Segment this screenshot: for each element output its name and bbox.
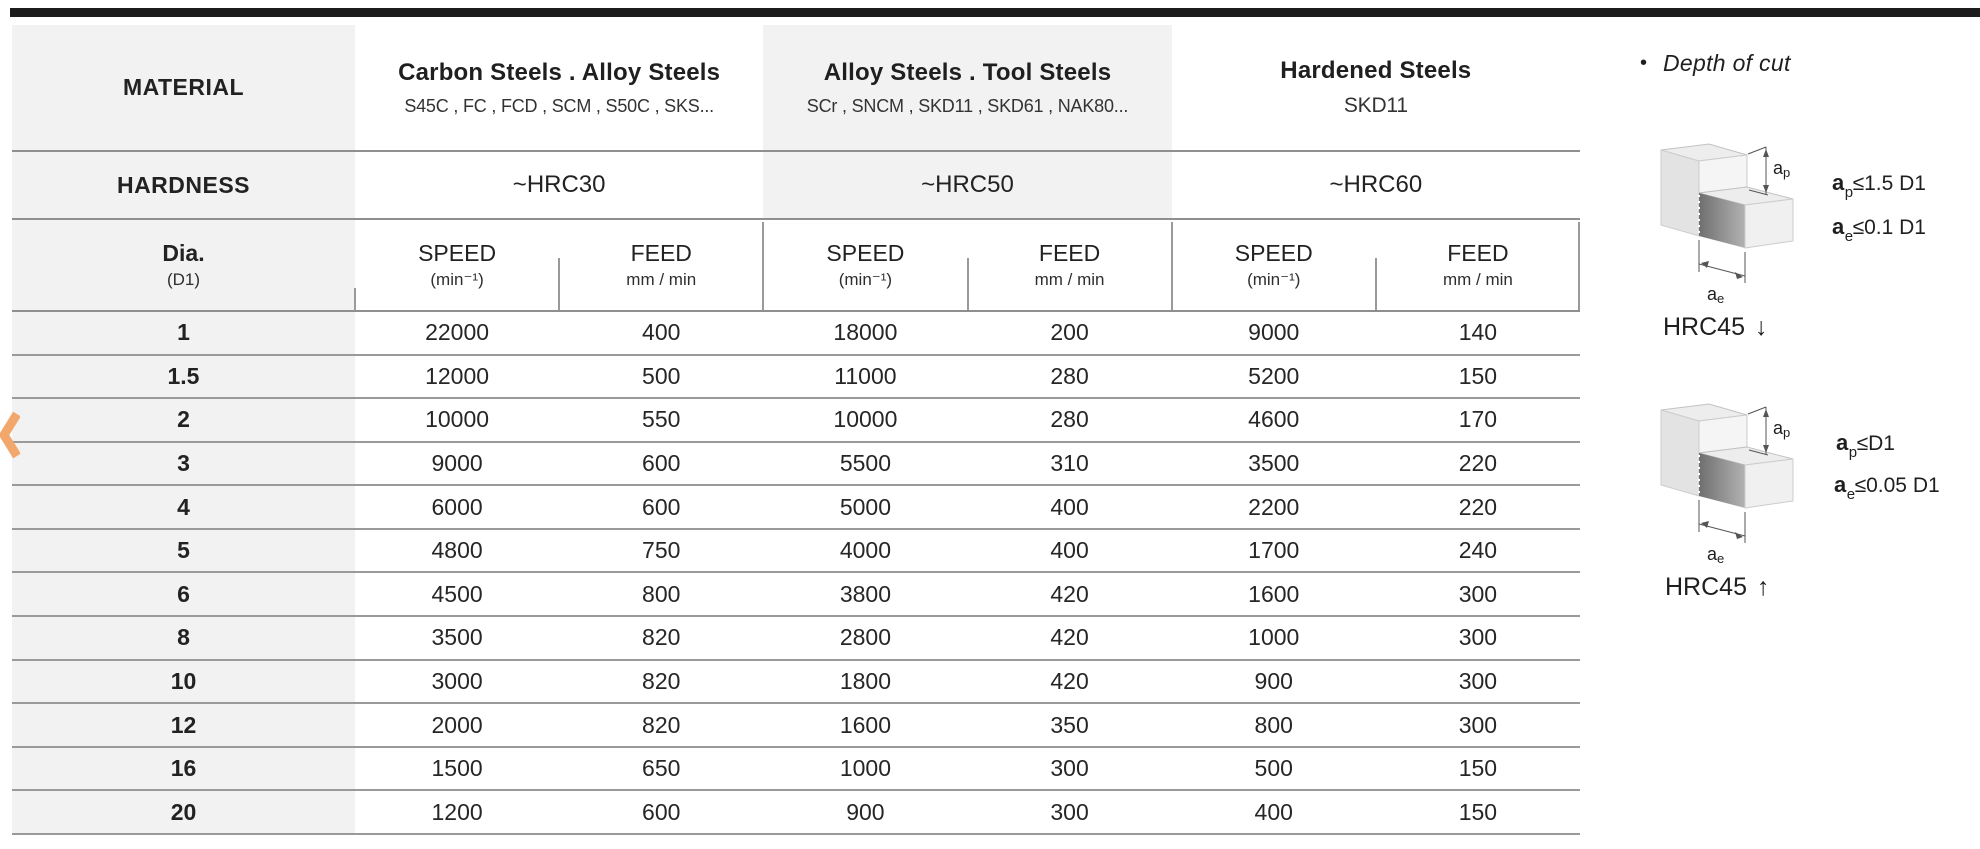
value-cell: 9000	[355, 443, 559, 487]
dia-cell: 3	[12, 443, 355, 487]
value-cell: 300	[1376, 573, 1580, 617]
value-cell: 4800	[355, 530, 559, 574]
feed-header-g1: FEED mm / min	[559, 218, 763, 312]
dia-cell: 16	[12, 748, 355, 792]
value-cell: 5000	[763, 486, 967, 530]
dia-cell: 4	[12, 486, 355, 530]
material-row-label: MATERIAL	[12, 25, 355, 150]
value-cell: 1000	[1172, 617, 1376, 661]
value-cell: 600	[559, 791, 763, 835]
value-cell: 550	[559, 399, 763, 443]
value-cell: 300	[1376, 661, 1580, 705]
value-cell: 4600	[1172, 399, 1376, 443]
value-cell: 1000	[763, 748, 967, 792]
value-cell: 170	[1376, 399, 1580, 443]
value-cell: 11000	[763, 356, 967, 400]
value-cell: 900	[1172, 661, 1376, 705]
up-arrow-icon: ↑	[1756, 573, 1770, 601]
dia-cell: 5	[12, 530, 355, 574]
speed-header-g1: SPEED (min⁻¹)	[355, 218, 559, 312]
dia-cell: 6	[12, 573, 355, 617]
value-cell: 6000	[355, 486, 559, 530]
value-cell: 1200	[355, 791, 559, 835]
value-cell: 500	[1172, 748, 1376, 792]
ae-label: ae	[1707, 284, 1725, 306]
value-cell: 18000	[763, 312, 967, 356]
value-cell: 300	[968, 748, 1172, 792]
value-cell: 400	[1172, 791, 1376, 835]
value-cell: 1800	[763, 661, 967, 705]
prev-chevron-icon[interactable]	[0, 410, 20, 460]
value-cell: 3500	[1172, 443, 1376, 487]
value-cell: 300	[1376, 704, 1580, 748]
value-cell: 220	[1376, 486, 1580, 530]
value-cell: 310	[968, 443, 1172, 487]
value-cell: 600	[559, 486, 763, 530]
feed-header-g2: FEED mm / min	[968, 218, 1172, 312]
value-cell: 280	[968, 356, 1172, 400]
dia-cell: 8	[12, 617, 355, 661]
value-cell: 400	[968, 486, 1172, 530]
ap-rule-deep: $a_p\le D1$	[1836, 430, 1895, 462]
value-cell: 800	[559, 573, 763, 617]
value-cell: 140	[1376, 312, 1580, 356]
feed-header-g3: FEED mm / min	[1376, 218, 1580, 312]
hardness-row-label: HARDNESS	[12, 150, 355, 218]
value-cell: 5500	[763, 443, 967, 487]
value-cell: 400	[559, 312, 763, 356]
dia-cell: 2	[12, 399, 355, 443]
value-cell: 2200	[1172, 486, 1376, 530]
value-cell: 4000	[763, 530, 967, 574]
value-cell: 240	[1376, 530, 1580, 574]
dia-cell: 20	[12, 791, 355, 835]
value-cell: 9000	[1172, 312, 1376, 356]
group-header-alloy-tool-steels: Alloy Steels . Tool Steels SCr , SNCM , SKD11 , SKD61 , NAK80...	[763, 25, 1171, 150]
ae-rule-shallow: $a_e\le 0.1$ D1	[1832, 214, 1926, 246]
depth-of-cut-title: • Depth of cut	[1640, 50, 1791, 76]
value-cell: 2800	[763, 617, 967, 661]
value-cell: 3800	[763, 573, 967, 617]
hardness-hrc50: ~HRC50	[763, 150, 1171, 218]
speed-header-g3: SPEED (min⁻¹)	[1172, 218, 1376, 312]
value-cell: 10000	[355, 399, 559, 443]
value-cell: 800	[1172, 704, 1376, 748]
value-cell: 820	[559, 617, 763, 661]
value-cell: 600	[559, 443, 763, 487]
value-cell: 150	[1376, 791, 1580, 835]
group-header-hardened-steels: Hardened Steels SKD11	[1280, 57, 1472, 117]
top-rule-bar	[10, 8, 1980, 17]
value-cell: 2000	[355, 704, 559, 748]
speed-feed-table	[12, 25, 1580, 835]
bullet-icon: •	[1640, 52, 1648, 74]
value-cell: 3500	[355, 617, 559, 661]
ap-rule-shallow: $a_p\le 1.5$ D1	[1832, 170, 1926, 202]
dia-cell: 1	[12, 312, 355, 356]
dia-cell: 12	[12, 704, 355, 748]
value-cell: 1500	[355, 748, 559, 792]
value-cell: 650	[559, 748, 763, 792]
value-cell: 350	[968, 704, 1172, 748]
value-cell: 10000	[763, 399, 967, 443]
value-cell: 3000	[355, 661, 559, 705]
value-cell: 200	[968, 312, 1172, 356]
value-cell: 280	[968, 399, 1172, 443]
value-cell: 300	[1376, 617, 1580, 661]
value-cell: 5200	[1172, 356, 1376, 400]
ae-rule-deep: $a_e\le 0.05$ D1	[1834, 472, 1940, 504]
group-header-carbon-steels: Carbon Steels . Alloy Steels S45C , FC , FCD , SCM , S50C , SKS...	[398, 58, 721, 116]
hrc45-up-note: HRC45 ↑	[1665, 573, 1770, 601]
value-cell: 220	[1376, 443, 1580, 487]
value-cell: 820	[559, 661, 763, 705]
ap-label: ap	[1773, 158, 1791, 180]
value-cell: 12000	[355, 356, 559, 400]
value-cell: 820	[559, 704, 763, 748]
value-cell: 1700	[1172, 530, 1376, 574]
value-cell: 500	[559, 356, 763, 400]
depth-of-cut-diagram-shallow	[1645, 138, 1820, 308]
value-cell: 22000	[355, 312, 559, 356]
dia-cell: 10	[12, 661, 355, 705]
speed-header-g2: SPEED (min⁻¹)	[763, 218, 967, 312]
hrc45-down-note: HRC45 ↓	[1663, 313, 1768, 341]
ap-label: ap	[1773, 418, 1791, 440]
dia-column-header: Dia. (D1)	[12, 218, 355, 312]
hardness-hrc30: ~HRC30	[355, 150, 763, 218]
value-cell: 150	[1376, 356, 1580, 400]
value-cell: 1600	[763, 704, 967, 748]
value-cell: 420	[968, 661, 1172, 705]
value-cell: 420	[968, 573, 1172, 617]
ae-label: ae	[1707, 544, 1725, 566]
dia-cell: 1.5	[12, 356, 355, 400]
value-cell: 150	[1376, 748, 1580, 792]
value-cell: 4500	[355, 573, 559, 617]
value-cell: 900	[763, 791, 967, 835]
hardness-hrc60: ~HRC60	[1172, 150, 1580, 218]
depth-of-cut-diagram-deep	[1645, 398, 1820, 568]
value-cell: 420	[968, 617, 1172, 661]
value-cell: 1600	[1172, 573, 1376, 617]
value-cell: 400	[968, 530, 1172, 574]
down-arrow-icon: ↓	[1754, 313, 1768, 341]
value-cell: 750	[559, 530, 763, 574]
value-cell: 300	[968, 791, 1172, 835]
